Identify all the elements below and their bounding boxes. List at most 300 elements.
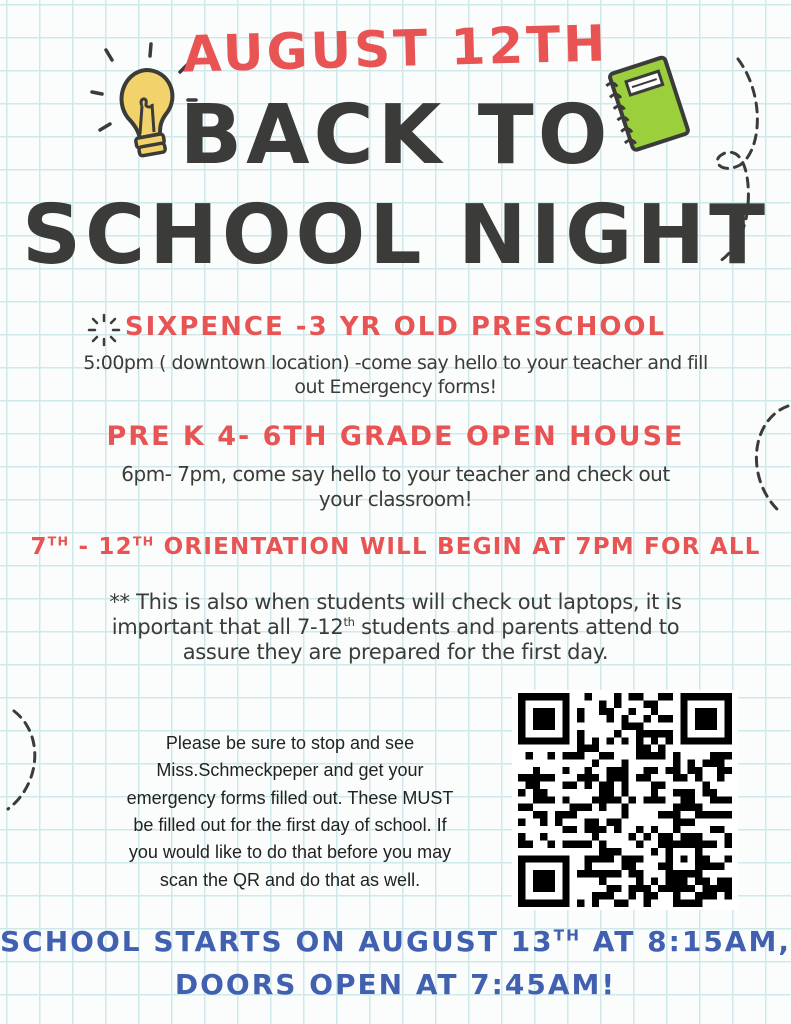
footer-text: AT 8:15AM, [581,925,791,958]
qr-module [577,870,584,877]
qr-module [725,811,732,818]
qr-module [680,833,687,840]
qr-module [688,759,695,766]
qr-module [621,723,628,730]
qr-module [710,752,717,759]
info-line: Miss.Schmeckpeper and get your [156,760,424,781]
qr-module [607,870,614,877]
qr-module [621,811,628,818]
qr-code[interactable] [518,693,732,907]
qr-module [636,877,643,884]
qr-module [651,848,658,855]
laptop-note [0,590,791,666]
qr-module [725,855,732,862]
qr-module [614,730,621,737]
qr-module [555,811,562,818]
qr-module [599,855,606,862]
qr-module [673,774,680,781]
qr-module [651,737,658,744]
qr-module [533,811,540,818]
qr-module [717,796,724,803]
qr-module [614,848,621,855]
qr-module [607,782,614,789]
qr-module [643,745,650,752]
qr-module [643,767,650,774]
qr-module [607,796,614,803]
qr-module [643,892,650,899]
qr-module [629,693,636,700]
qr-module [680,789,687,796]
qr-module [702,863,709,870]
qr-module [533,774,540,781]
qr-module [651,767,658,774]
qr-module [562,796,569,803]
qr-module [695,877,702,884]
qr-module [629,892,636,899]
qr-module [658,693,665,700]
qr-module [636,730,643,737]
title-line-2: SCHOOL NIGHT [21,188,770,283]
qr-module [548,752,555,759]
qr-module [599,870,606,877]
qr-module [584,804,591,811]
section-heading-open-house: PRE K 4- 6TH GRADE OPEN HOUSE [106,421,685,452]
qr-module [673,767,680,774]
qr-module [651,796,658,803]
qr-module [584,767,591,774]
qr-module [643,752,650,759]
qr-code-container[interactable] [512,690,738,910]
qr-module [570,804,577,811]
qr-module [673,759,680,766]
qr-module [629,863,636,870]
orientation-heading [0,534,791,560]
qr-module [717,826,724,833]
qr-module [533,789,540,796]
qr-module [584,826,591,833]
qr-module [607,892,614,899]
note-line [0,615,791,640]
qr-module [555,818,562,825]
qr-module [643,700,650,707]
qr-module [570,826,577,833]
qr-module [577,730,584,737]
qr-module [666,737,673,744]
qr-module [673,804,680,811]
qr-module [680,885,687,892]
qr-module [673,811,680,818]
qr-module [599,841,606,848]
qr-module [584,863,591,870]
qr-module [518,841,525,848]
qr-module [584,693,591,700]
qr-module [658,745,665,752]
qr-module [540,796,547,803]
qr-module [592,826,599,833]
qr-module [717,767,724,774]
qr-module [562,826,569,833]
orientation-text: ORIENTATION WILL BEGIN AT 7PM FOR ALL [154,534,761,560]
qr-module [651,877,658,884]
qr-module [621,759,628,766]
qr-module [584,841,591,848]
qr-module [680,804,687,811]
qr-module [688,804,695,811]
qr-module [607,848,614,855]
qr-module [673,826,680,833]
qr-module [695,900,702,907]
forms-info [80,730,500,894]
qr-module [643,833,650,840]
qr-module [562,752,569,759]
section-text-line: 6pm- 7pm, come say hello to your teacher and check out [121,462,670,486]
qr-module [725,833,732,840]
qr-module [680,818,687,825]
qr-module [710,759,717,766]
qr-module [658,752,665,759]
qr-module [525,782,532,789]
qr-module [533,782,540,789]
qr-module [570,811,577,818]
qr-module [636,870,643,877]
qr-module [584,774,591,781]
qr-module [710,796,717,803]
qr-module [599,804,606,811]
qr-module [702,789,709,796]
section-text-open-house [0,462,791,512]
qr-module [636,841,643,848]
note-text: students and parents attend to [354,615,680,640]
qr-module [577,804,584,811]
qr-module [666,811,673,818]
qr-module [717,877,724,884]
qr-module [695,774,702,781]
qr-module [725,841,732,848]
qr-module [725,892,732,899]
qr-module [592,796,599,803]
qr-module [688,833,695,840]
qr-module [584,782,591,789]
qr-module [540,789,547,796]
qr-module [643,774,650,781]
qr-module [702,885,709,892]
info-line: you would like to do that before you may [128,842,452,863]
qr-module [629,833,636,840]
qr-module [599,848,606,855]
footer-line [0,920,791,963]
qr-module [614,796,621,803]
qr-module [658,885,665,892]
qr-module [629,855,636,862]
qr-module [577,841,584,848]
qr-module [525,752,532,759]
qr-module [599,789,606,796]
qr-module [533,796,540,803]
qr-module [636,774,643,781]
qr-module [621,737,628,744]
qr-module [688,885,695,892]
qr-module [614,900,621,907]
qr-module [651,789,658,796]
qr-module [621,789,628,796]
qr-module [570,841,577,848]
qr-module [725,767,732,774]
qr-module [702,855,709,862]
qr-module [592,737,599,744]
qr-module [592,870,599,877]
qr-module [651,892,658,899]
qr-module [629,870,636,877]
qr-module [614,826,621,833]
qr-module [636,693,643,700]
qr-module [518,833,525,840]
qr-module [533,767,540,774]
qr-module [577,715,584,722]
qr-module [592,900,599,907]
qr-module [607,752,614,759]
qr-module [629,723,636,730]
qr-module [673,818,680,825]
qr-module [518,774,525,781]
qr-module [658,863,665,870]
info-line: emergency forms filled out. These MUST [126,787,454,808]
qr-module [651,708,658,715]
qr-module [592,745,599,752]
qr-module [629,885,636,892]
qr-module [614,885,621,892]
footer-superscript: TH [553,926,582,945]
qr-module [614,700,621,707]
qr-module [680,774,687,781]
qr-module [710,885,717,892]
qr-module [621,804,628,811]
qr-module [599,826,606,833]
qr-module [702,877,709,884]
qr-module [710,841,717,848]
note-line: assure they are prepared for the first day. [182,640,609,665]
qr-module [577,737,584,744]
qr-module [717,774,724,781]
qr-module [592,774,599,781]
qr-module [666,885,673,892]
event-date: AUGUST 12TH [182,14,609,84]
qr-module [666,767,673,774]
qr-module [673,752,680,759]
qr-module [651,826,658,833]
qr-module [717,885,724,892]
qr-module [717,759,724,766]
qr-module [717,863,724,870]
qr-module [562,841,569,848]
decorative-swoosh-left [0,705,50,815]
qr-module [651,752,658,759]
qr-module [658,796,665,803]
qr-module [570,782,577,789]
qr-module [592,855,599,862]
qr-module [710,811,717,818]
section-text-line: out Emergency forms! [294,375,497,398]
qr-module [540,833,547,840]
qr-module [614,870,621,877]
qr-module [525,774,532,781]
orientation-text: 7 [30,534,48,560]
qr-module [607,737,614,744]
qr-module [548,774,555,781]
orientation-superscript: TH [47,533,70,549]
section-text-line: your classroom! [318,487,473,511]
note-superscript: th [343,615,355,630]
qr-module [658,715,665,722]
qr-module [614,774,621,781]
qr-module [702,811,709,818]
qr-module [725,752,732,759]
qr-module [614,767,621,774]
qr-module [518,789,525,796]
qr-module [540,774,547,781]
qr-module [710,826,717,833]
qr-module [643,900,650,907]
qr-module [643,730,650,737]
qr-module [540,811,547,818]
orientation-superscript: TH [132,533,155,549]
section-text-line: 5:00pm ( downtown location) -come say hello to your teacher and fill [83,352,708,374]
qr-module [680,796,687,803]
qr-module [666,693,673,700]
qr-module [607,774,614,781]
qr-module [562,767,569,774]
qr-module [695,833,702,840]
qr-module [673,877,680,884]
qr-module [680,900,687,907]
qr-module [599,796,606,803]
qr-module [518,818,525,825]
qr-module [621,863,628,870]
qr-module [577,708,584,715]
qr-module [629,796,636,803]
qr-module [702,892,709,899]
qr-module [533,708,555,730]
qr-module [658,841,665,848]
qr-module [658,730,665,737]
qr-module [607,789,614,796]
qr-module [702,782,709,789]
qr-module [666,833,673,840]
qr-module [695,708,717,730]
qr-module [621,767,628,774]
qr-module [525,841,532,848]
qr-module [525,804,532,811]
footer-line: DOORS OPEN AT 7:45AM! [174,968,617,1002]
qr-module [695,767,702,774]
qr-module [518,804,525,811]
qr-module [673,789,680,796]
qr-module [643,715,650,722]
qr-module [607,855,614,862]
qr-module [717,752,724,759]
qr-module [651,700,658,707]
qr-module [725,877,732,884]
qr-module [584,818,591,825]
note-line: ** This is also when students will check out laptops, it is [109,590,682,614]
qr-module [651,782,658,789]
qr-module [562,782,569,789]
qr-module [599,752,606,759]
qr-module [658,782,665,789]
qr-module [673,892,680,899]
qr-module [688,789,695,796]
qr-module [680,877,687,884]
qr-module [592,892,599,899]
qr-module [666,730,673,737]
qr-module [577,900,584,907]
qr-module [636,737,643,744]
school-start-info [0,920,791,1007]
qr-module [688,900,695,907]
qr-module [614,693,621,700]
qr-module [599,700,606,707]
qr-module [614,818,621,825]
qr-module [636,723,643,730]
qr-module [636,752,643,759]
qr-module [636,855,643,862]
qr-module [607,767,614,774]
qr-module [658,811,665,818]
section-heading-preschool: SIXPENCE -3 YR OLD PRESCHOOL [124,312,667,342]
qr-module [599,708,606,715]
qr-module [695,804,702,811]
qr-module [584,855,591,862]
qr-module [710,863,717,870]
qr-module [666,715,673,722]
qr-module [629,708,636,715]
qr-module [643,885,650,892]
qr-module [621,900,628,907]
info-line: scan the QR and do that as well. [159,869,421,890]
qr-module [643,796,650,803]
qr-module [592,818,599,825]
qr-module [599,782,606,789]
info-line: be filled out for the first day of school. If [133,815,447,836]
qr-module [592,833,599,840]
qr-module [607,715,614,722]
qr-module [673,885,680,892]
qr-module [636,826,643,833]
qr-module [621,774,628,781]
qr-module [710,892,717,899]
title-line-1: BACK TO [179,88,612,183]
qr-module [607,818,614,825]
qr-module [599,892,606,899]
qr-module [577,745,584,752]
qr-module [688,818,695,825]
info-line: Please be sure to stop and see [165,733,415,753]
qr-module [584,745,591,752]
qr-module [607,708,614,715]
qr-module [577,752,584,759]
qr-module [562,811,569,818]
qr-module [702,841,709,848]
qr-module [621,782,628,789]
footer-text: SCHOOL STARTS ON AUGUST 13 [0,925,554,958]
qr-module [584,870,591,877]
orientation-text: - 12 [69,534,133,560]
qr-module [592,759,599,766]
qr-module [651,730,658,737]
qr-module [725,885,732,892]
qr-module [570,752,577,759]
qr-module [666,877,673,884]
qr-module [673,900,680,907]
